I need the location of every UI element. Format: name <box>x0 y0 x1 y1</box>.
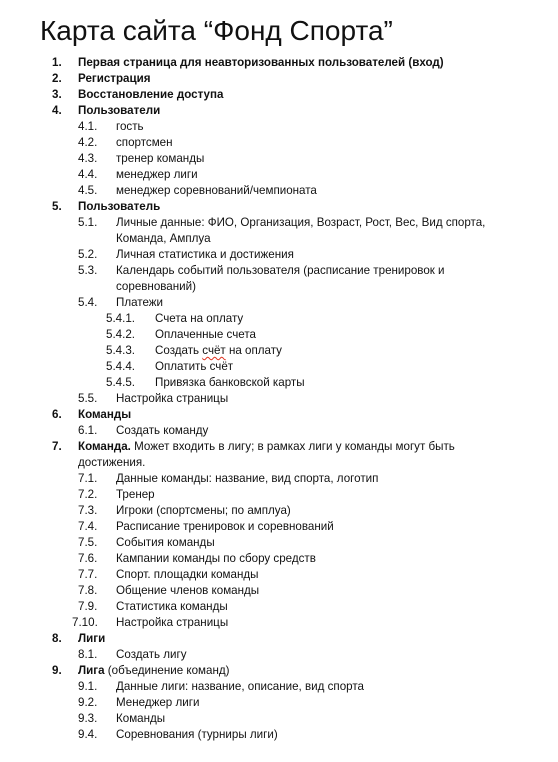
outline-label: Настройка страницы <box>116 392 229 405</box>
outline-number: 5.4.5. <box>106 376 136 389</box>
outline-number: 7.10. <box>72 616 98 629</box>
outline-label: Тренер <box>116 488 155 501</box>
outline-text <box>78 55 558 71</box>
outline-text <box>116 263 558 295</box>
outline-item-level-3 <box>0 327 558 343</box>
outline-number: 7.3. <box>78 504 98 517</box>
outline-heading: Лига <box>78 664 105 677</box>
outline-label: Игроки (спортсмены; по амплуа) <box>116 504 291 517</box>
outline-item-level-1 <box>0 631 558 647</box>
outline-text <box>78 103 558 119</box>
outline-number: 7.5. <box>78 536 98 549</box>
outline-text <box>78 71 558 87</box>
outline-item-level-3 <box>0 343 558 359</box>
outline-number: 7.8. <box>78 584 98 597</box>
outline-number: 9.1. <box>78 680 98 693</box>
outline-label-tail: на оплату <box>225 344 282 357</box>
outline-number: 5.3. <box>78 264 98 277</box>
outline-item-level-2 <box>0 487 558 503</box>
page-title: Карта сайта “Фонд Спорта” <box>40 15 393 46</box>
outline-number: 9.3. <box>78 712 98 725</box>
outline-text <box>116 167 558 183</box>
outline-label: Календарь событий пользователя (расписание тренировок и соревнований) <box>116 264 445 293</box>
outline-text <box>116 711 558 727</box>
outline-number: 5.4.1. <box>106 312 136 325</box>
outline-item-level-2 <box>0 263 558 295</box>
outline-label: Общение членов команды <box>116 584 260 597</box>
outline-item-level-2 <box>0 151 558 167</box>
outline-heading: Регистрация <box>78 72 151 85</box>
outline-item-level-2 <box>0 679 558 695</box>
outline-heading: Пользователи <box>78 104 161 117</box>
outline-text <box>78 663 558 679</box>
outline-label: Создать <box>155 344 203 357</box>
outline-number: 5.4. <box>78 296 98 309</box>
outline-label: Личные данные: ФИО, Организация, Возраст, Рост, Вес, Вид спорта, Команда, Амплуа <box>116 216 486 245</box>
outline-label: Менеджер лиги <box>116 696 200 709</box>
outline-text <box>116 519 558 535</box>
outline-text <box>155 375 558 391</box>
outline-item-level-3 <box>0 375 558 391</box>
outline-text <box>78 87 558 103</box>
outline-item-level-2 <box>0 183 558 199</box>
outline-item-level-1 <box>0 407 558 423</box>
outline-label: гость <box>116 120 144 133</box>
outline-text <box>116 119 558 135</box>
outline-item-level-2 <box>0 391 558 407</box>
outline-number: 7.7. <box>78 568 98 581</box>
outline-heading: Восстановление доступа <box>78 88 224 101</box>
outline-item-level-2 <box>0 167 558 183</box>
outline-text <box>116 583 558 599</box>
outline-number: 7.9. <box>78 600 98 613</box>
outline-number: 8. <box>52 632 62 645</box>
outline-label: менеджер лиги <box>116 168 198 181</box>
outline-number: 7.2. <box>78 488 98 501</box>
outline-label: Создать лигу <box>116 648 187 661</box>
outline-heading: Лиги <box>78 632 106 645</box>
outline-item-level-2 <box>0 519 558 535</box>
outline-item-level-1 <box>0 55 558 71</box>
outline-number: 4. <box>52 104 62 117</box>
outline-text <box>116 503 558 519</box>
outline-label: Статистика команды <box>116 600 228 613</box>
outline-item-level-2 <box>0 583 558 599</box>
outline-text <box>116 151 558 167</box>
outline-number: 5. <box>52 200 62 213</box>
outline-label: спортсмен <box>116 136 173 149</box>
outline-number: 4.1. <box>78 120 98 133</box>
outline-item-level-2 <box>0 295 558 311</box>
outline-label: Настройка страницы <box>116 616 229 629</box>
outline-label: Может входить в лигу; в рамках лиги у команды могут быть достижения. <box>78 440 455 469</box>
outline-item-level-2 <box>0 119 558 135</box>
outline-item-level-2 <box>0 695 558 711</box>
outline-item-level-2 <box>0 615 558 631</box>
outline-label: Привязка банковской карты <box>155 376 305 389</box>
outline-text <box>116 535 558 551</box>
outline-text <box>116 615 558 631</box>
outline-number: 9.2. <box>78 696 98 709</box>
outline-heading: Пользователь <box>78 200 161 213</box>
outline-item-level-3 <box>0 311 558 327</box>
outline-number: 9. <box>52 664 62 677</box>
outline-number: 4.3. <box>78 152 98 165</box>
outline-label: Оплаченные счета <box>155 328 256 341</box>
outline-text <box>116 679 558 695</box>
outline-item-level-1 <box>0 199 558 215</box>
outline-number: 7. <box>52 440 62 453</box>
outline-text <box>78 631 558 647</box>
outline-number: 5.2. <box>78 248 98 261</box>
outline-label: Личная статистика и достижения <box>116 248 294 261</box>
outline-label: Данные лиги: название, описание, вид спорта <box>116 680 364 693</box>
outline-label: менеджер соревнований/чемпионата <box>116 184 317 197</box>
outline-item-level-2 <box>0 647 558 663</box>
outline-number: 5.1. <box>78 216 98 229</box>
outline-item-level-2 <box>0 423 558 439</box>
outline-text <box>116 183 558 199</box>
outline-item-level-2 <box>0 247 558 263</box>
outline-number: 3. <box>52 88 62 101</box>
outline-text <box>116 295 558 311</box>
outline-item-level-2 <box>0 567 558 583</box>
outline-number: 4.2. <box>78 136 98 149</box>
outline-text <box>78 439 558 471</box>
outline-text <box>116 215 558 247</box>
outline-number: 8.1. <box>78 648 98 661</box>
outline-item-level-2 <box>0 535 558 551</box>
outline-number: 7.4. <box>78 520 98 533</box>
outline-text <box>116 391 558 407</box>
outline-label: Счета на оплату <box>155 312 244 325</box>
outline-label: Оплатить счёт <box>155 360 234 373</box>
outline-text <box>116 423 558 439</box>
outline-item-level-1 <box>0 71 558 87</box>
outline-text <box>155 311 558 327</box>
outline-text <box>116 247 558 263</box>
outline-number: 7.1. <box>78 472 98 485</box>
outline-number: 7.6. <box>78 552 98 565</box>
outline-label: Расписание тренировок и соревнований <box>116 520 334 533</box>
sitemap-outline <box>0 55 558 743</box>
outline-label: (объединение команд) <box>104 664 230 677</box>
outline-number: 5.4.3. <box>106 344 136 357</box>
outline-text <box>116 599 558 615</box>
outline-label: Данные команды: название, вид спорта, логотип <box>116 472 379 485</box>
outline-label: Команды <box>116 712 166 725</box>
outline-item-level-2 <box>0 599 558 615</box>
outline-text <box>116 647 558 663</box>
outline-number: 6.1. <box>78 424 98 437</box>
outline-item-level-2 <box>0 711 558 727</box>
outline-text <box>78 407 558 423</box>
outline-number: 5.4.2. <box>106 328 136 341</box>
outline-label: Спорт. площадки команды <box>116 568 259 581</box>
outline-number: 4.4. <box>78 168 98 181</box>
outline-text <box>78 199 558 215</box>
outline-text <box>155 359 558 375</box>
outline-item-level-2 <box>0 551 558 567</box>
outline-item-level-1 <box>0 87 558 103</box>
outline-item-level-1 <box>0 439 558 471</box>
outline-number: 5.5. <box>78 392 98 405</box>
outline-label: Платежи <box>116 296 164 309</box>
outline-label: Соревнования (турниры лиги) <box>116 728 278 741</box>
outline-number: 2. <box>52 72 62 85</box>
outline-text <box>155 327 558 343</box>
outline-item-level-1 <box>0 663 558 679</box>
outline-number: 6. <box>52 408 62 421</box>
outline-heading: Команды <box>78 408 132 421</box>
outline-text <box>116 135 558 151</box>
outline-item-level-2 <box>0 471 558 487</box>
outline-item-level-2 <box>0 215 558 247</box>
outline-text <box>116 551 558 567</box>
outline-item-level-1 <box>0 103 558 119</box>
outline-label: тренер команды <box>116 152 205 165</box>
outline-text <box>116 567 558 583</box>
outline-text <box>116 471 558 487</box>
outline-item-level-2 <box>0 135 558 151</box>
outline-label: Создать команду <box>116 424 209 437</box>
outline-number: 9.4. <box>78 728 98 741</box>
outline-heading: Первая страница для неавторизованных пользователей (вход) <box>78 56 444 69</box>
outline-item-level-2 <box>0 727 558 743</box>
outline-item-level-2 <box>0 503 558 519</box>
outline-text <box>116 695 558 711</box>
outline-heading: Команда. <box>78 440 131 453</box>
outline-label: События команды <box>116 536 215 549</box>
outline-number: 1. <box>52 56 62 69</box>
outline-number: 5.4.4. <box>106 360 136 373</box>
outline-text <box>116 487 558 503</box>
outline-text <box>155 343 558 359</box>
outline-text <box>116 727 558 743</box>
spellcheck-flagged-word: счёт <box>202 344 226 357</box>
outline-number: 4.5. <box>78 184 98 197</box>
outline-label: Кампании команды по сбору средств <box>116 552 316 565</box>
outline-item-level-3 <box>0 359 558 375</box>
